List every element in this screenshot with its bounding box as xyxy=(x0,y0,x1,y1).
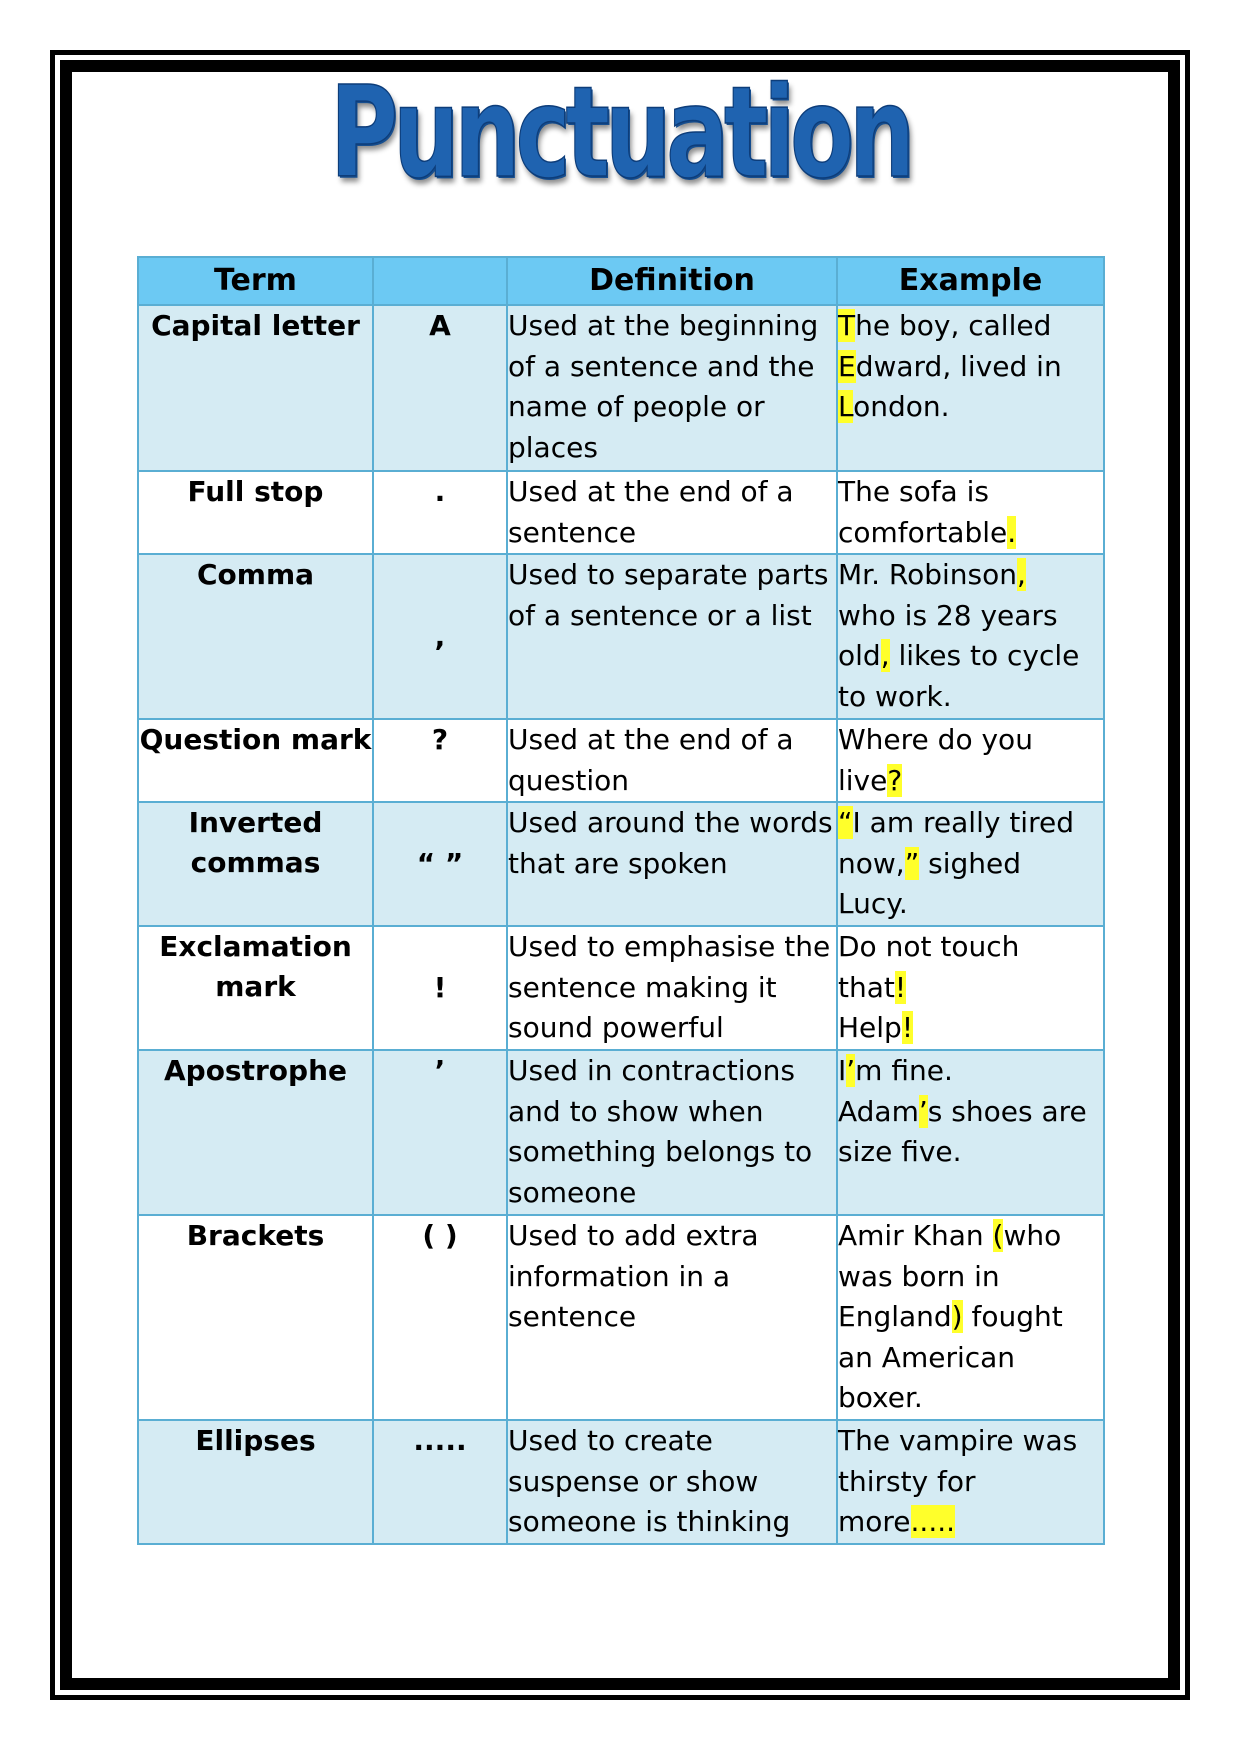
table-row xyxy=(138,926,1104,1050)
highlighted-punctuation: ? xyxy=(887,763,903,797)
symbol-cell: . xyxy=(373,471,507,554)
term-cell: Brackets xyxy=(138,1215,373,1420)
example-text: to work. xyxy=(838,679,952,713)
example-text: ondon. xyxy=(853,390,950,423)
highlighted-punctuation: ..... xyxy=(910,1505,956,1538)
example-text: likes to cycle xyxy=(889,639,1080,672)
definition-cell: Used at the end of a question xyxy=(507,719,837,802)
example-text: an American xyxy=(838,1340,1016,1374)
definition-cell: Used in contractions and to show when something belongs to someone xyxy=(507,1050,837,1215)
highlighted-punctuation: ’ xyxy=(918,1094,928,1128)
highlighted-punctuation: . xyxy=(1007,515,1017,549)
term-cell: Exclamation mark xyxy=(138,926,373,1050)
page-title: Punctuation xyxy=(329,59,911,206)
example-text: Amir Khan xyxy=(838,1219,993,1252)
highlighted-punctuation: T xyxy=(838,309,856,342)
term-cell: Capital letter xyxy=(138,305,373,471)
example-text: old xyxy=(838,639,881,672)
example-cell xyxy=(837,554,1104,719)
example-cell xyxy=(837,1215,1104,1420)
example-text: The vampire was xyxy=(838,1424,1078,1457)
table-row xyxy=(138,1050,1104,1215)
symbol-cell: ( ) xyxy=(373,1215,507,1420)
example-text: he boy, called xyxy=(855,309,1052,342)
example-cell xyxy=(837,719,1104,802)
definition-cell: Used to add extra information in a sentence xyxy=(507,1215,837,1420)
highlighted-punctuation: ! xyxy=(901,1011,914,1044)
symbol-cell: ’ xyxy=(373,1050,507,1215)
example-text: thirsty for xyxy=(838,1464,976,1498)
example-text: dward, lived in xyxy=(855,349,1062,383)
example-cell xyxy=(837,471,1104,554)
definition-cell: Used at the end of a sentence xyxy=(507,471,837,554)
term-cell: Comma xyxy=(138,554,373,719)
symbol-cell: “ ” xyxy=(373,802,507,926)
symbol-cell: A xyxy=(373,305,507,471)
example-cell xyxy=(837,926,1104,1050)
example-text: s shoes are xyxy=(927,1094,1087,1128)
definition-cell: Used to separate parts of a sentence or a list xyxy=(507,554,837,719)
table-row xyxy=(138,1215,1104,1420)
definition-cell: Used to emphasise the sentence making it sound powerful xyxy=(507,926,837,1050)
column-header-term: Term xyxy=(138,257,373,305)
example-text: Do not touch xyxy=(838,930,1020,963)
symbol-cell: ? xyxy=(373,719,507,802)
symbol-cell: ! xyxy=(373,926,507,1050)
term-cell: Full stop xyxy=(138,471,373,554)
highlighted-punctuation: ) xyxy=(951,1300,963,1333)
example-text: more xyxy=(838,1505,911,1538)
example-text: Where do you xyxy=(838,723,1033,756)
table-row xyxy=(138,1420,1104,1544)
example-cell xyxy=(837,305,1104,471)
example-text: Adam xyxy=(838,1094,919,1128)
example-text: size five. xyxy=(838,1135,962,1168)
punctuation-table xyxy=(137,256,1105,1545)
example-text: that xyxy=(838,970,895,1004)
highlighted-punctuation: E xyxy=(838,349,856,383)
definition-cell: Used to create suspense or show someone is thinking xyxy=(507,1420,837,1544)
example-text: who is 28 years xyxy=(838,598,1058,632)
example-cell xyxy=(837,802,1104,926)
example-text: Help xyxy=(838,1011,902,1044)
example-text: fought xyxy=(962,1300,1063,1333)
term-cell: Question mark xyxy=(138,719,373,802)
example-text: I am really tired xyxy=(852,806,1074,839)
highlighted-punctuation: , xyxy=(1017,558,1026,591)
example-text: comfortable xyxy=(838,515,1008,549)
symbol-cell: , xyxy=(373,554,507,719)
example-text: I xyxy=(838,1054,847,1087)
example-text: Mr. Robinson xyxy=(838,558,1017,591)
example-text: was born in xyxy=(838,1259,1000,1293)
example-cell xyxy=(837,1420,1104,1544)
highlighted-punctuation: ! xyxy=(894,970,907,1004)
example-text: m fine. xyxy=(855,1054,953,1087)
table-row xyxy=(138,719,1104,802)
column-header-symbol xyxy=(373,257,507,305)
term-cell: Ellipses xyxy=(138,1420,373,1544)
column-header-example: Example xyxy=(837,257,1104,305)
definition-cell: Used around the words that are spoken xyxy=(507,802,837,926)
example-text: who xyxy=(1003,1219,1062,1252)
example-text: The sofa is xyxy=(838,475,989,508)
symbol-cell: ..... xyxy=(373,1420,507,1544)
table-header-row xyxy=(138,257,1104,305)
highlighted-punctuation: , xyxy=(880,639,890,672)
highlighted-punctuation: “ xyxy=(838,806,853,839)
highlighted-punctuation: ” xyxy=(904,846,920,880)
highlighted-punctuation: L xyxy=(838,390,854,423)
example-text: boxer. xyxy=(838,1381,923,1414)
table-row xyxy=(138,554,1104,719)
example-text: sighed xyxy=(919,846,1021,880)
example-text: now, xyxy=(838,846,905,880)
example-text: England xyxy=(838,1300,952,1333)
table-row xyxy=(138,802,1104,926)
term-cell: Inverted commas xyxy=(138,802,373,926)
highlighted-punctuation: ’ xyxy=(846,1054,856,1087)
table-row xyxy=(138,471,1104,554)
column-header-definition: Definition xyxy=(507,257,837,305)
example-text: Lucy. xyxy=(838,887,908,920)
term-cell: Apostrophe xyxy=(138,1050,373,1215)
example-cell xyxy=(837,1050,1104,1215)
definition-cell: Used at the beginning of a sentence and the name of people or places xyxy=(507,305,837,471)
highlighted-punctuation: ( xyxy=(992,1219,1004,1252)
example-text: live xyxy=(838,763,888,797)
table-row xyxy=(138,305,1104,471)
